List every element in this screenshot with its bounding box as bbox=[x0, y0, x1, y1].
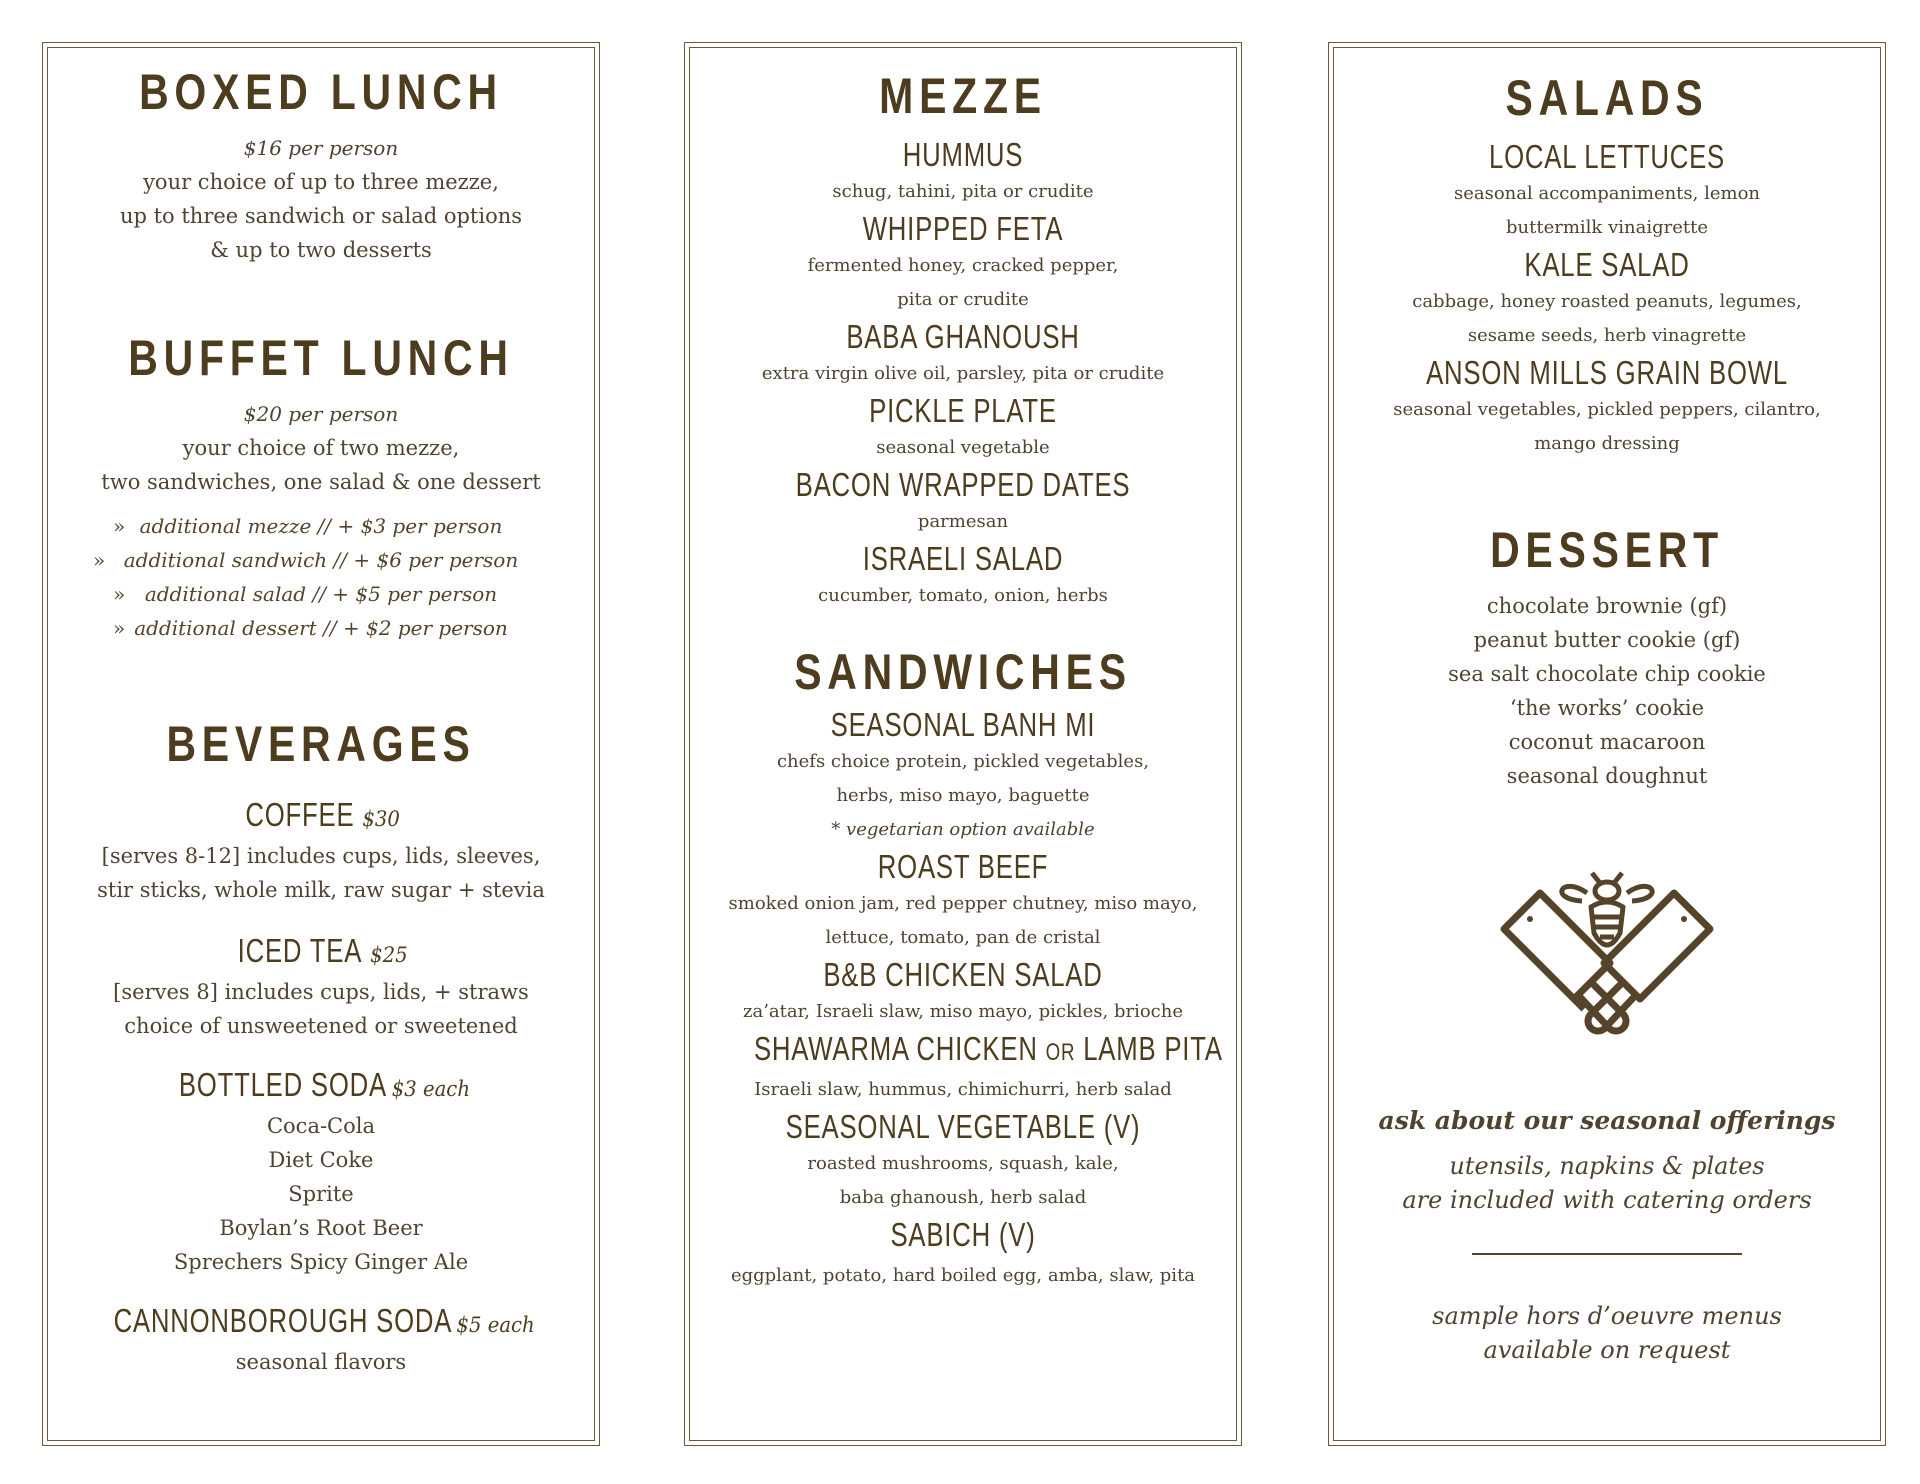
seasonal-offerings-note: ask about our seasonal offerings bbox=[1378, 1106, 1836, 1135]
bee-cleavers-icon bbox=[1492, 871, 1722, 1041]
sandwich-name: SEASONAL BANH MI bbox=[830, 706, 1096, 743]
addon-item: » additional sandwich // + $6 per person bbox=[93, 548, 519, 572]
divider bbox=[1472, 1253, 1742, 1255]
mezze-item-name: HUMMUS bbox=[902, 136, 1024, 173]
salad-name: ANSON MILLS GRAIN BOWL bbox=[1426, 354, 1788, 391]
mezze-item-name: ISRAELI SALAD bbox=[862, 540, 1064, 577]
dessert-title: DESSERT bbox=[1490, 522, 1724, 578]
buffet-addons-list bbox=[53, 509, 589, 645]
dessert-item: ‘the works’ cookie bbox=[1509, 696, 1705, 720]
sandwich-note: * vegetarian option available bbox=[831, 819, 1095, 840]
cannonborough-heading: CANNONBOROUGH SODA $5 each bbox=[113, 1302, 535, 1339]
salads-title: SALADS bbox=[1505, 70, 1709, 126]
bottled-soda-heading: BOTTLED SODA $3 each bbox=[178, 1066, 470, 1103]
mezze-item-desc: fermented honey, cracked pepper, bbox=[807, 255, 1119, 276]
dessert-item: seasonal doughnut bbox=[1506, 764, 1708, 788]
included-note: are included with catering orders bbox=[1402, 1186, 1812, 1214]
salad-desc: seasonal accompaniments, lemon bbox=[1453, 183, 1761, 204]
panel-lunch-beverages bbox=[42, 42, 600, 1446]
addon-item: » additional salad // + $5 per person bbox=[113, 582, 498, 606]
dessert-item: peanut butter cookie (gf) bbox=[1473, 628, 1741, 652]
soda-item: Sprite bbox=[288, 1182, 354, 1206]
boxed-lunch-price: $16 per person bbox=[243, 136, 399, 160]
buffet-lunch-price: $20 per person bbox=[243, 402, 399, 426]
mezze-item-desc: seasonal vegetable bbox=[876, 437, 1050, 458]
addon-item: » additional mezze // + $3 per person bbox=[113, 514, 503, 538]
sandwich-name: SHAWARMA CHICKEN OR LAMB PITA bbox=[753, 1030, 1223, 1067]
sandwich-desc: baba ghanoush, herb salad bbox=[839, 1187, 1087, 1208]
mezze-item-name: WHIPPED FETA bbox=[862, 210, 1064, 247]
sandwich-desc: herbs, miso mayo, baguette bbox=[836, 785, 1090, 806]
sandwich-desc: smoked onion jam, red pepper chutney, miso mayo, bbox=[728, 893, 1198, 914]
boxed-lunch-line: your choice of up to three mezze, bbox=[143, 170, 499, 194]
mezze-title: MEZZE bbox=[879, 68, 1047, 124]
salad-desc: mango dressing bbox=[1534, 433, 1680, 454]
buffet-lunch-title: BUFFET LUNCH bbox=[128, 330, 514, 386]
soda-item: Sprechers Spicy Ginger Ale bbox=[173, 1250, 469, 1274]
salad-desc: buttermilk vinaigrette bbox=[1506, 217, 1708, 238]
mezze-item-desc: pita or crudite bbox=[897, 289, 1029, 310]
sandwich-desc: lettuce, tomato, pan de cristal bbox=[825, 927, 1101, 948]
cannonborough-line: seasonal flavors bbox=[235, 1350, 407, 1374]
sandwich-desc: roasted mushrooms, squash, kale, bbox=[807, 1153, 1119, 1174]
iced-tea-line: [serves 8] includes cups, lids, + straws bbox=[113, 980, 529, 1004]
sandwich-name: SABICH (V) bbox=[890, 1216, 1036, 1253]
mezze-item-name: PICKLE PLATE bbox=[869, 392, 1057, 429]
salad-desc: sesame seeds, herb vinagrette bbox=[1467, 325, 1747, 346]
soda-item: Coca-Cola bbox=[266, 1114, 376, 1138]
sandwich-desc: za’atar, Israeli slaw, miso mayo, pickles, brioche bbox=[743, 1001, 1183, 1022]
buffet-lunch-line: your choice of two mezze, bbox=[182, 436, 460, 460]
boxed-lunch-line: up to three sandwich or salad options bbox=[119, 204, 523, 228]
sandwich-name: SEASONAL VEGETABLE (V) bbox=[785, 1108, 1141, 1145]
coffee-heading: COFFEE $30 bbox=[245, 796, 400, 833]
hors-doeuvre-note: available on request bbox=[1483, 1336, 1731, 1364]
buffet-lunch-line: two sandwiches, one salad & one dessert bbox=[101, 470, 541, 494]
salad-desc: seasonal vegetables, pickled peppers, cilantro, bbox=[1393, 399, 1821, 420]
sandwich-desc: Israeli slaw, hummus, chimichurri, herb salad bbox=[754, 1079, 1172, 1100]
sandwich-desc: chefs choice protein, pickled vegetables, bbox=[776, 751, 1150, 772]
boxed-lunch-title: BOXED LUNCH bbox=[139, 64, 503, 120]
included-note: utensils, napkins & plates bbox=[1449, 1152, 1765, 1180]
sandwich-name: B&B CHICKEN SALAD bbox=[823, 956, 1103, 993]
dessert-item: chocolate brownie (gf) bbox=[1486, 594, 1728, 618]
coffee-line: [serves 8-12] includes cups, lids, sleeves, bbox=[101, 844, 541, 868]
dessert-item: coconut macaroon bbox=[1508, 730, 1706, 754]
sandwich-name: ROAST BEEF bbox=[877, 848, 1049, 885]
iced-tea-heading: ICED TEA $25 bbox=[237, 932, 408, 969]
soda-item: Diet Coke bbox=[268, 1148, 374, 1172]
boxed-lunch-line: & up to two desserts bbox=[210, 238, 432, 262]
hors-doeuvre-note: sample hors d’oeuvre menus bbox=[1432, 1302, 1782, 1330]
mezze-item-desc: parmesan bbox=[917, 511, 1009, 532]
panel-salads-dessert bbox=[1328, 42, 1886, 1446]
mezze-item-name: BACON WRAPPED DATES bbox=[795, 466, 1131, 503]
addon-item: » additional dessert // + $2 per person bbox=[113, 616, 508, 640]
mezze-item-desc: schug, tahini, pita or crudite bbox=[832, 181, 1094, 202]
iced-tea-line: choice of unsweetened or sweetened bbox=[124, 1014, 518, 1038]
salad-name: KALE SALAD bbox=[1524, 246, 1690, 283]
panel-mezze-sandwiches bbox=[684, 42, 1242, 1446]
sandwiches-title: SANDWICHES bbox=[794, 644, 1132, 700]
salad-name: LOCAL LETTUCES bbox=[1489, 138, 1725, 175]
salad-desc: cabbage, honey roasted peanuts, legumes, bbox=[1412, 291, 1802, 312]
mezze-item-desc: extra virgin olive oil, parsley, pita or crudite bbox=[761, 363, 1165, 384]
beverages-title: BEVERAGES bbox=[166, 716, 476, 772]
soda-item: Boylan’s Root Beer bbox=[219, 1216, 423, 1240]
sandwich-desc: eggplant, potato, hard boiled egg, amba, slaw, pita bbox=[730, 1265, 1196, 1286]
coffee-line: stir sticks, whole milk, raw sugar + stevia bbox=[97, 878, 545, 902]
mezze-item-desc: cucumber, tomato, onion, herbs bbox=[818, 585, 1108, 606]
mezze-item-name: BABA GHANOUSH bbox=[846, 318, 1080, 355]
dessert-item: sea salt chocolate chip cookie bbox=[1448, 662, 1766, 686]
